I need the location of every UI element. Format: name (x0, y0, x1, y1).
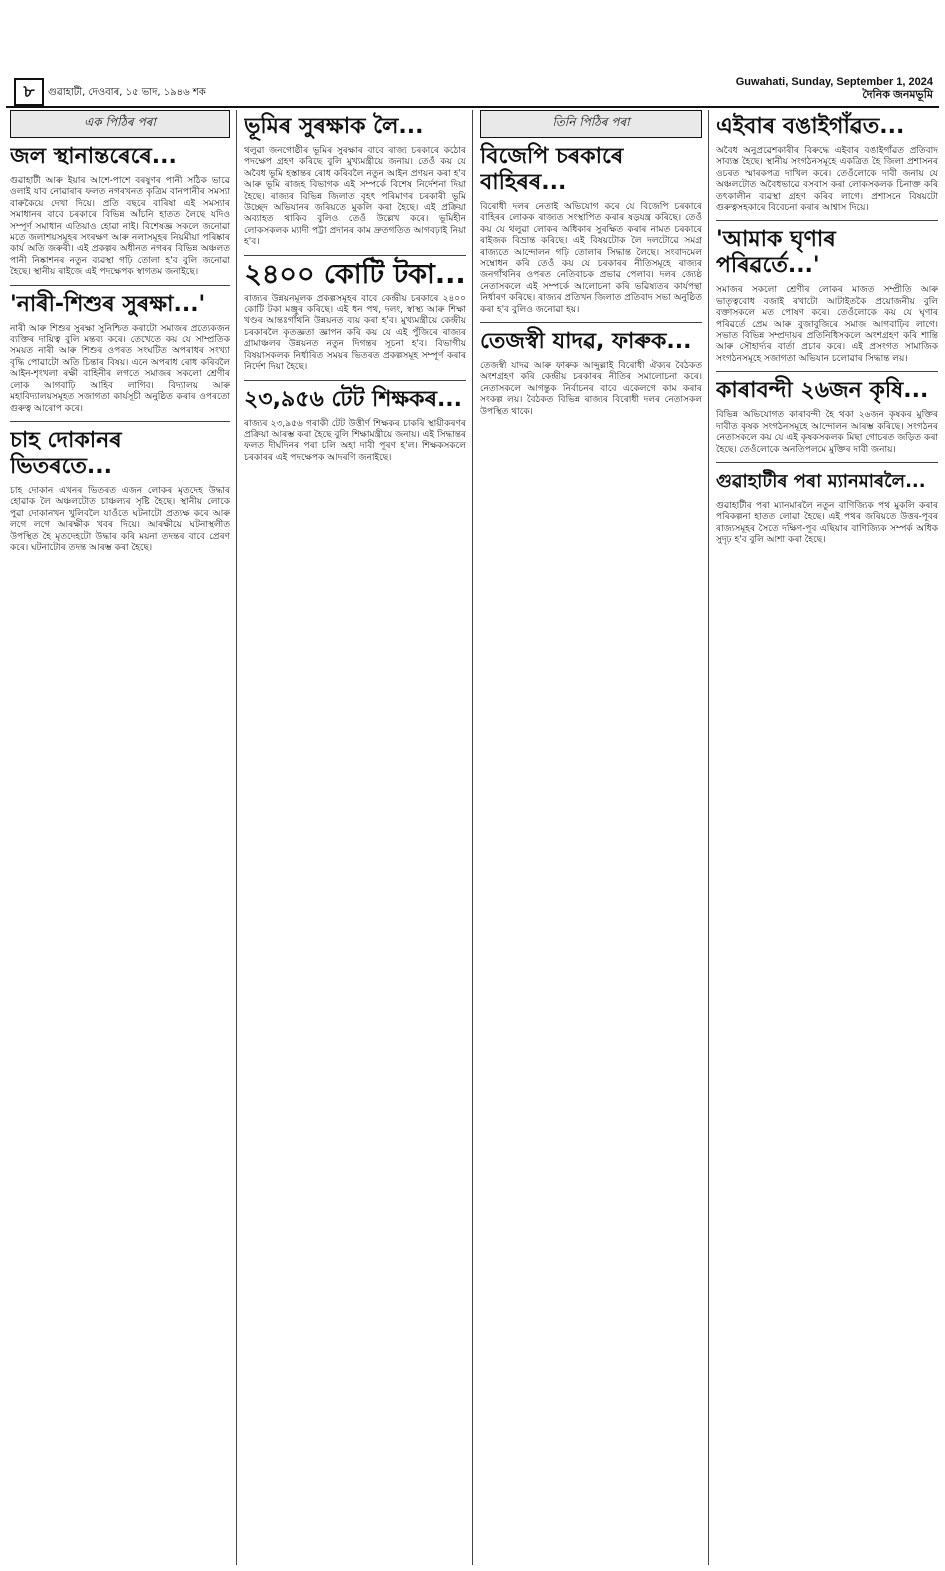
column-1 (10, 110, 230, 1565)
headline-tea-shop: চাহ দোকানৰ ভিতৰতে... (10, 427, 122, 479)
dateline-assamese: গুৱাহাটী, দেওবাৰ, ১৫ ভাদ, ১৯৪৬ শক (48, 87, 206, 98)
headline-water-transfer: জল স্থানান্তৰেৰে... (10, 144, 177, 169)
headline-guwahati-myanmar: গুৱাহাটীৰ পৰা ম্যানমাৰলৈ... (716, 470, 926, 492)
continuation-banner: তিনি পিঠিৰ পৰা (480, 110, 702, 138)
page-number: ৮ (14, 78, 44, 106)
headline-women-child-safety: 'নাৰী-শিশুৰ সুৰক্ষা...' (10, 291, 206, 317)
article-body: চাহ দোকান এখনৰ ভিতৰত এজন লোকৰ মৃতদেহ উদ্ধাৰ হোৱাক লৈ অঞ্চলটোত চাঞ্চল্যৰ সৃষ্টি হৈছে। স্থানীয় লোকে পুৱা দোকানখন খুলিবলৈ যাওঁতে ঘটনাটো প্ৰত্যক্ষ কৰে আৰু লগে লগে আৰক্ষীক খবৰ দিয়ে। আৰক্ষীয়ে ঘটনাস্থলীত উপস্থিত হৈ মৃতদেহটো উদ্ধাৰ কৰি ময়না তদন্তৰ বাবে প্ৰেৰণ কৰে। ঘটনাটোৰ তদন্ত আৰম্ভ কৰা হৈছে। (10, 485, 230, 553)
headline-26-prisoners: কাৰাবন্দী ২৬জন কৃষি... (716, 378, 929, 404)
divider (244, 380, 466, 381)
continuation-banner: এক পিঠিৰ পৰা (10, 110, 230, 138)
headline-tet-teachers: ২৩,৯৫৬ টেট শিক্ষকৰ... (244, 386, 463, 412)
headline-2400-crore: ২৪০০ কোটি টকা... (244, 258, 466, 290)
article-body: নাৰী আৰু শিশুৰ সুৰক্ষা সুনিশ্চিত কৰাটো সমাজৰ প্ৰত্যেকজন ব্যক্তিৰ দায়িত্ব বুলি মন্তব্য কৰে। তেখেতে কয় যে সাম্প্ৰতিক সময়ত নাৰী আৰু শিশুৰ ওপৰত সংঘটিত অপৰাধৰ সংখ্যা বৃদ্ধি পোৱাটো অতি চিন্তাৰ বিষয়। এনে অপৰাধ ৰোধ কৰিবলৈ আইন-শৃংখলা ৰক্ষী বাহিনীৰ লগতে সমাজৰ সকলো শ্ৰেণীৰ লোক আগবাঢ়ি আহিব লাগিব। বিদ্যালয় আৰু মহাবিদ্যালয়সমূহত সজাগতা কাৰ্যসূচী অনুষ্ঠিত কৰাৰ ওপৰতো গুৰুত্ব আৰোপ কৰে। (10, 323, 230, 414)
article-body: সমাজৰ সকলো শ্ৰেণীৰ লোকৰ মাজত সম্প্ৰীতি আৰু ভাতৃত্ববোধ বজাই ৰখাটো আটাইতকৈ প্ৰয়োজনীয় বুলি বক্তাসকলে মত পোষণ কৰে। তেওঁলোকে কয় যে ঘৃণাৰ পৰিৱৰ্তে প্ৰেম আৰু বুজাবুজিৰে সমাজ আগবাঢ়িব লাগে। সভাত বিভিন্ন সম্প্ৰদায়ৰ প্ৰতিনিধিসকলে অংশগ্ৰহণ কৰি শান্তি আৰু সৌহাৰ্দ্যৰ বাৰ্তা প্ৰচাৰ কৰে। এই প্ৰসংগত সামাজিক সংগঠনসমূহে সজাগতা অভিযান চলোৱাৰ সিদ্ধান্ত লয়। (716, 285, 938, 364)
column-2 (244, 110, 466, 1565)
article-body: গুৱাহাটীৰ পৰা ম্যানমাৰলৈ নতুন বাণিজ্যিক পথ মুকলি কৰাৰ পৰিকল্পনা হাতত লোৱা হৈছে। এই পথৰ জৰিয়তে উত্তৰ-পূবৰ ৰাজ্যসমূহৰ সৈতে দক্ষিণ-পূব এছিয়াৰ বাণিজ্যিক সম্পৰ্ক অধিক সুদৃঢ় হ'ব বুলি আশা কৰা হৈছে। (716, 500, 938, 546)
masthead (6, 76, 939, 108)
divider (716, 220, 938, 221)
article-body: তেজস্বী যাদৱ আৰু ফাৰুক আব্দুল্লাই বিৰোধী ঐক্যৰ বৈঠকত অংশগ্ৰহণ কৰি কেন্দ্ৰীয় চৰকাৰৰ নীতিৰ সমালোচনা কৰে। নেতাসকলে আগন্তুক নিৰ্বাচনৰ বাবে একেলগে কাম কৰাৰ সংকল্প লয়। বৈঠকত বিভিন্ন ৰাজ্যৰ বিৰোধী দলৰ নেতাসকল উপস্থিত থাকে। (480, 361, 702, 417)
article-body: বিৰোধী দলৰ নেতাই অভিযোগ কৰে যে বিজেপি চৰকাৰে বাহিৰৰ লোকক ৰাজ্যত সংস্থাপিত কৰাৰ ষড়যন্ত্ৰ কৰিছে। তেওঁ কয় যে থলুৱা লোকৰ অধিকাৰ সুৰক্ষিত কৰাৰ নামত চৰকাৰে ৰাইজক বিভ্ৰান্ত কৰিছে। এই বিষয়টোক লৈ দলটোৱে সমগ্ৰ ৰাজ্যতে আন্দোলন গঢ়ি তোলাৰ সিদ্ধান্ত লৈছে। সংবাদমেল সম্বোধন কৰি তেওঁ কয় যে চৰকাৰৰ নীতিসমূহে ৰাজ্যৰ জনগাঁথনিৰ ওপৰত নেতিবাচক প্ৰভাৱ পেলাব। দলৰ জ্যেষ্ঠ নেতাসকলে এই সম্পৰ্কে আলোচনা কৰি ভৱিষ্যতৰ কাৰ্যপন্থা নিৰ্ধাৰণ কৰিছে। ৰাজ্যৰ প্ৰতিখন জিলাত প্ৰতিবাদ সভা অনুষ্ঠিত কৰা হ'ব বুলিও জনোৱা হয়। (480, 202, 702, 315)
article-body: গুৱাহাটী আৰু ইয়াৰ আশে-পাশে বৰষুণৰ পানী সঠিক ভাৱে ওলাই যাব নোৱাৰাৰ ফলত নগৰখনত কৃত্ৰিম বানপানীৰ সমস্যা বাৰুকৈয়ে দেখা দিয়ে। প্ৰতি বছৰে বাৰিষা এই সমস্যাৰ সমাধানৰ বাবে চৰকাৰে বিভিন্ন আঁচনি হাতত লৈছে যদিও সম্পূৰ্ণ সমাধান এতিয়াও হোৱা নাই। বিশেষজ্ঞ সকলে জনোৱা মতে জলাশয়সমূহৰ সংৰক্ষণ আৰু নলাসমূহৰ নিয়মীয়া পৰিষ্কাৰ কাৰ্য অতি জৰুৰী। এই প্ৰকল্পৰ অধীনত নগৰৰ বিভিন্ন অঞ্চলত পানী নিষ্কাশনৰ নতুন ব্যৱস্থা গঢ়ি তোলা হ'ব বুলি জনোৱা হৈছে। স্থানীয় ৰাইজে এই পদক্ষেপক স্বাগতম জনাইছে। (10, 176, 230, 278)
article-body: থলুৱা জনগোষ্ঠীৰ ভূমিৰ সুৰক্ষাৰ বাবে ৰাজ্য চৰকাৰে কঠোৰ পদক্ষেপ গ্ৰহণ কৰিছে বুলি মুখ্যমন্ত্ৰীয়ে জনায়। তেওঁ কয় যে অবৈধ ভূমি হস্তান্তৰ ৰোধ কৰিবলৈ নতুন আইন প্ৰণয়ন কৰা হ'ব আৰু ভূমি ৰাজহ বিভাগক এই সম্পৰ্কে বিশেষ নিৰ্দেশনা দিয়া হৈছে। ৰাজ্যৰ বিভিন্ন জিলাত বৃহৎ পৰিমাণৰ চৰকাৰী ভূমি উচ্ছেদ অভিযানৰ জৰিয়তে মুকলি কৰা হৈছে। এই প্ৰক্ৰিয়া অব্যাহত থাকিব বুলিও তেওঁ উল্লেখ কৰে। ভূমিহীন লোকসকলক ম্যাদী পট্টা প্ৰদানৰ কাম দ্ৰুতগতিত আগবঢ়াই নিয়া হ'ব। (244, 146, 466, 248)
column-rule (236, 110, 237, 1565)
article-body: ৰাজ্যৰ উন্নয়নমূলক প্ৰকল্পসমূহৰ বাবে কেন্দ্ৰীয় চৰকাৰে ২৪০০ কোটি টকা মঞ্জুৰ কৰিছে। এই ধন পথ, দলং, স্বাস্থ্য আৰু শিক্ষা খণ্ডৰ আন্তঃগাঁথনি উন্নয়নত ব্যয় কৰা হ'ব। মুখ্যমন্ত্ৰীয়ে কেন্দ্ৰীয় চৰকাৰলৈ কৃতজ্ঞতা জ্ঞাপন কৰি কয় যে এই পুঁজিৰে ৰাজ্যৰ গ্ৰামাঞ্চলৰ উন্নয়নত নতুন দিগন্তৰ সূচনা হ'ব। বিভাগীয় বিষয়াসকলক নিৰ্ধাৰিত সময়ৰ ভিতৰত প্ৰকল্পসমূহ সম্পূৰ্ণ কৰাৰ নিৰ্দেশ দিয়া হৈছে। (244, 293, 466, 373)
paper-name: দৈনিক জনমভূমি (862, 89, 933, 101)
divider (10, 285, 230, 286)
headline-tejashwi-farooq: তেজস্বী যাদৱ, ফাৰুক... (480, 329, 692, 355)
divider (244, 255, 466, 256)
headline-land-protection: ভূমিৰ সুৰক্ষাক লৈ... (244, 114, 424, 139)
headline-bongaigaon: এইবাৰ বঙাইগাঁৱত... (716, 114, 905, 139)
headline-bjp-government: বিজেপি চৰকাৰে বাহিৰৰ... (480, 144, 624, 195)
divider (480, 322, 702, 323)
column-3 (480, 110, 702, 1565)
divider (716, 371, 938, 372)
article-body: ৰাজ্যৰ ২৩,৯৫৬ গৰাকী টেট উত্তীৰ্ণ শিক্ষকৰ চাকৰি স্থায়ীকৰণৰ প্ৰক্ৰিয়া আৰম্ভ কৰা হৈছে বুলি শিক্ষামন্ত্ৰীয়ে জনায়। এই সিদ্ধান্তৰ ফলত দীৰ্ঘদিনৰ পৰা চলি অহা দাবী পূৰণ হ'ল। শিক্ষকসকলে চৰকাৰৰ এই পদক্ষেপক আদৰণি জনাইছে। (244, 418, 466, 463)
dateline-english (736, 76, 933, 102)
divider (10, 421, 230, 422)
column-rule (708, 110, 709, 1565)
article-body: বিভিন্ন অভিযোগত কাৰাবন্দী হৈ থকা ২৬জন কৃষকৰ মুক্তিৰ দাবীত কৃষক সংগঠনসমূহে আন্দোলন আৰম্ভ কৰিছে। সংগঠনৰ নেতাসকলে কয় যে এই কৃষকসকলক মিছা গোচৰত জড়িত কৰা হৈছে। তেওঁলোকে অনতিপলমে মুক্তিৰ দাবী জনায়। (716, 410, 938, 455)
column-4 (716, 110, 938, 1565)
column-rule (472, 110, 473, 1565)
article-body: অবৈধ অনুপ্ৰৱেশকাৰীৰ বিৰুদ্ধে এইবাৰ বঙাইগাঁৱত প্ৰতিবাদ সাব্যস্ত হৈছে। স্থানীয় সংগঠনসমূহে একত্ৰিত হৈ জিলা প্ৰশাসনৰ ওচৰত স্মাৰকপত্ৰ দাখিল কৰে। তেওঁলোকে দাবী জনায় যে অঞ্চলটোত অবৈধভাৱে বসবাস কৰা লোকসকলক চিনাক্ত কৰি তৎকালীন ব্যৱস্থা গ্ৰহণ কৰিব লাগে। প্ৰশাসনে বিষয়টো গুৰুত্বসহকাৰে বিবেচনা কৰাৰ আশ্বাস দিয়ে। (716, 146, 938, 214)
dateline-english-text: Guwahati, Sunday, September 1, 2024 (735, 76, 933, 88)
headline-instead-of-hate: 'আমাক ঘৃণাৰ পৰিৱৰ্তে...' (716, 227, 836, 279)
divider (716, 462, 938, 463)
